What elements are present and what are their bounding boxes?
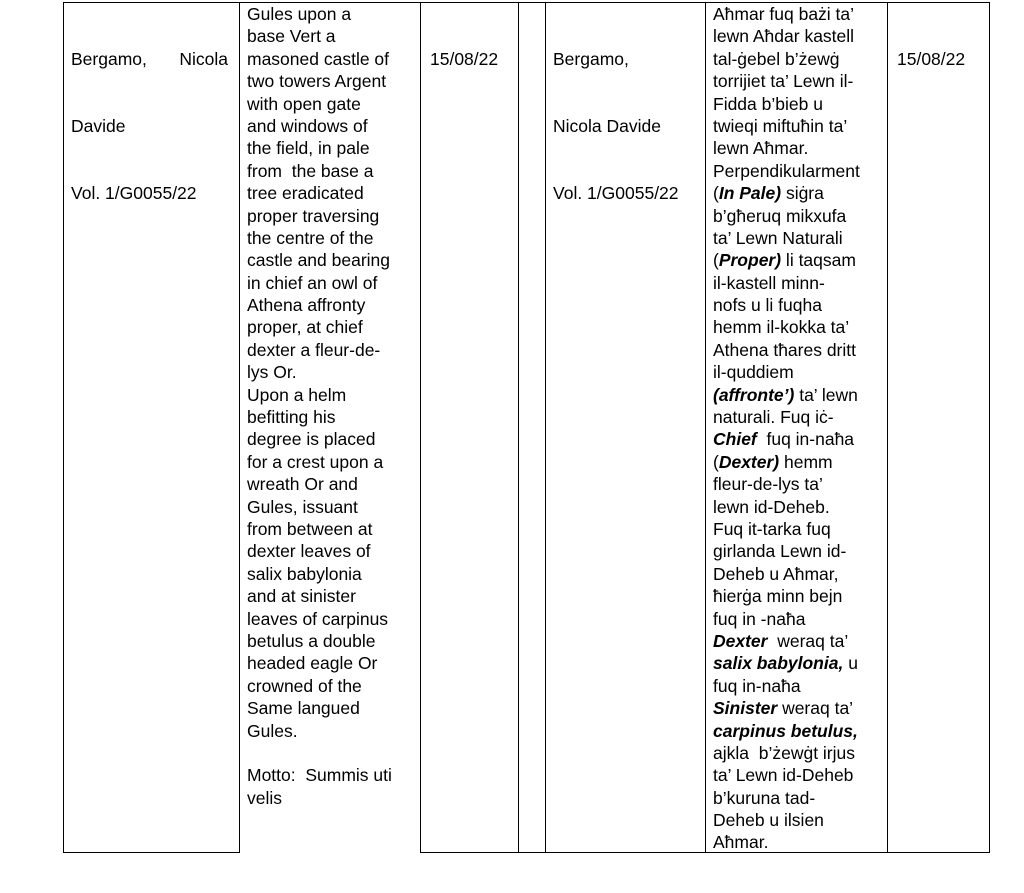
maltese-text: fuq in-naħa bbox=[713, 675, 801, 696]
maltese-text: Deheb u ilsien bbox=[713, 810, 824, 831]
english-blazon-line: crowned of the bbox=[247, 675, 362, 696]
maltese-term: Dexter) bbox=[718, 451, 780, 472]
english-blazon-line: lys Or. bbox=[247, 362, 297, 383]
english-blazon-line: tree eradicated bbox=[247, 183, 364, 204]
maltese-text: ta’ lewn bbox=[794, 384, 858, 405]
maltese-text: Athena tħares dritt bbox=[713, 339, 856, 360]
maltese-blazon-line bbox=[713, 406, 887, 428]
maltese-text: ajkla b’żewġt irjus bbox=[713, 742, 855, 763]
maltese-text: ħierġa minn bejn bbox=[713, 586, 843, 607]
english-blazon-line: for a crest upon a bbox=[247, 451, 384, 472]
maltese-text: hemm bbox=[779, 451, 833, 472]
maltese-blazon-line bbox=[713, 25, 887, 47]
maltese-text: il-quddiem bbox=[713, 362, 794, 383]
left-name-line1 bbox=[71, 48, 228, 70]
left-given-name: Nicola bbox=[179, 48, 228, 69]
maltese-blazon-line bbox=[713, 294, 887, 316]
maltese-blazon-line bbox=[713, 630, 887, 652]
right-reference: Vol. 1/G0055/22 bbox=[553, 183, 679, 204]
english-blazon-line: Gules upon a bbox=[247, 4, 352, 24]
english-blazon-cell bbox=[239, 2, 420, 809]
maltese-blazon-line bbox=[713, 451, 887, 473]
maltese-text: Fidda b’bieb u bbox=[713, 93, 823, 114]
english-blazon-line: in chief an owl of bbox=[247, 272, 378, 293]
english-blazon-line: Athena affronty bbox=[247, 295, 366, 316]
maltese-text: ta’ Lewn Naturali bbox=[713, 227, 843, 248]
maltese-blazon-line bbox=[713, 608, 887, 630]
english-blazon-line bbox=[247, 742, 420, 764]
english-blazon-line: leaves of carpinus bbox=[247, 608, 389, 629]
maltese-text: lewn Aħmar. bbox=[713, 138, 809, 159]
maltese-text: lewn Aħdar kastell bbox=[713, 26, 855, 47]
right-name-cell bbox=[545, 2, 705, 227]
maltese-text: ta’ Lewn id-Deheb bbox=[713, 765, 854, 786]
maltese-text: ( bbox=[713, 451, 719, 472]
english-blazon-line: from between at bbox=[247, 518, 373, 539]
left-date-cell bbox=[420, 2, 518, 93]
maltese-term: Dexter bbox=[713, 630, 768, 651]
maltese-blazon-line bbox=[713, 48, 887, 70]
empty-cell bbox=[518, 2, 545, 3]
maltese-blazon-line bbox=[713, 272, 887, 294]
maltese-blazon-line bbox=[713, 93, 887, 115]
maltese-term: carpinus betulus, bbox=[713, 720, 858, 741]
maltese-blazon-line bbox=[713, 249, 887, 271]
english-blazon-line: from the base a bbox=[247, 160, 374, 181]
english-blazon-line: and windows of bbox=[247, 115, 368, 136]
english-blazon-line: wreath Or and bbox=[247, 474, 358, 495]
table-vline bbox=[420, 2, 421, 853]
maltese-text: u bbox=[843, 653, 858, 674]
right-name-line1: Bergamo, bbox=[553, 48, 629, 69]
maltese-text: Aħmar. bbox=[713, 832, 769, 853]
english-blazon-line: with open gate bbox=[247, 93, 361, 114]
maltese-text: Aħmar fuq bażi ta’ bbox=[713, 4, 855, 24]
english-blazon-line: velis bbox=[247, 787, 283, 808]
maltese-blazon-line bbox=[713, 496, 887, 518]
maltese-term: salix babylonia, bbox=[713, 653, 844, 674]
maltese-blazon-line bbox=[713, 316, 887, 338]
english-blazon-line: two towers Argent bbox=[247, 71, 387, 92]
maltese-text: tal-ġebel b’żewġ bbox=[713, 48, 840, 69]
maltese-blazon-line bbox=[713, 742, 887, 764]
maltese-term: Chief bbox=[713, 429, 757, 450]
left-date: 15/08/22 bbox=[430, 48, 499, 69]
maltese-blazon-line bbox=[713, 182, 887, 204]
maltese-blazon-line bbox=[713, 563, 887, 585]
left-surname: Bergamo, bbox=[71, 48, 147, 69]
maltese-term: In Pale) bbox=[718, 183, 782, 204]
maltese-text: naturali. Fuq iċ- bbox=[713, 407, 834, 428]
english-blazon-line: headed eagle Or bbox=[247, 653, 378, 674]
maltese-blazon-line bbox=[713, 518, 887, 540]
left-name-line2: Davide bbox=[71, 116, 126, 137]
english-blazon-line: Upon a helm bbox=[247, 384, 347, 405]
maltese-text: weraq ta’ bbox=[767, 630, 849, 651]
maltese-text: Deheb u Aħmar, bbox=[713, 563, 839, 584]
english-blazon-line: befitting his bbox=[247, 407, 336, 428]
maltese-text: lewn id-Deheb. bbox=[713, 496, 830, 517]
maltese-blazon-line bbox=[713, 384, 887, 406]
maltese-blazon-line bbox=[713, 339, 887, 361]
maltese-blazon-line bbox=[713, 205, 887, 227]
maltese-text: ( bbox=[713, 250, 719, 271]
english-blazon-line: Same langued bbox=[247, 698, 360, 719]
english-blazon-line: castle and bearing bbox=[247, 250, 391, 271]
maltese-blazon-line bbox=[713, 652, 887, 674]
english-blazon-line: the centre of the bbox=[247, 227, 374, 248]
english-blazon-line: Gules, issuant bbox=[247, 496, 358, 517]
english-blazon-line: the field, in pale bbox=[247, 138, 370, 159]
english-blazon-line: and at sinister bbox=[247, 586, 356, 607]
maltese-blazon-line bbox=[713, 764, 887, 786]
maltese-text: ( bbox=[713, 183, 719, 204]
maltese-blazon-line bbox=[713, 361, 887, 383]
right-name-line2: Nicola Davide bbox=[553, 116, 661, 137]
maltese-blazon-line bbox=[713, 473, 887, 495]
maltese-text: b’kuruna tad- bbox=[713, 787, 816, 808]
maltese-text: siġra bbox=[781, 183, 824, 204]
maltese-text: Perpendikularment bbox=[713, 160, 860, 181]
english-blazon-line: proper traversing bbox=[247, 205, 380, 226]
maltese-text: il-kastell minn- bbox=[713, 272, 825, 293]
maltese-blazon-line bbox=[713, 115, 887, 137]
english-blazon-line: Gules. bbox=[247, 720, 298, 741]
english-blazon-line: base Vert a bbox=[247, 26, 336, 47]
maltese-text: nofs u li fuqha bbox=[713, 295, 822, 316]
maltese-text: torrijiet ta’ Lewn il- bbox=[713, 71, 854, 92]
maltese-text: Fuq it-tarka fuq bbox=[713, 518, 831, 539]
maltese-term: Proper) bbox=[718, 250, 782, 271]
maltese-text: fuq in-naħa bbox=[756, 429, 855, 450]
maltese-blazon-line bbox=[713, 160, 887, 182]
right-date-cell bbox=[887, 2, 989, 93]
maltese-text: hemm il-kokka ta’ bbox=[713, 317, 850, 338]
maltese-blazon-line bbox=[713, 831, 887, 853]
maltese-blazon-line bbox=[713, 428, 887, 450]
maltese-text: li taqsam bbox=[781, 250, 856, 271]
maltese-text: weraq ta’ bbox=[777, 698, 854, 719]
left-name-cell bbox=[63, 2, 239, 227]
maltese-term: Sinister bbox=[713, 698, 778, 719]
maltese-blazon-line bbox=[713, 137, 887, 159]
table-border-bottom-left bbox=[63, 852, 239, 853]
table-vline bbox=[887, 2, 888, 853]
maltese-blazon-cell bbox=[705, 2, 887, 854]
maltese-blazon-line bbox=[713, 675, 887, 697]
maltese-blazon-line bbox=[713, 697, 887, 719]
maltese-text: girlanda Lewn id- bbox=[713, 541, 847, 562]
maltese-term: (affronte’) bbox=[713, 384, 795, 405]
english-blazon-line: dexter a fleur-de- bbox=[247, 339, 381, 360]
maltese-blazon-line bbox=[713, 70, 887, 92]
maltese-blazon-line bbox=[713, 720, 887, 742]
english-blazon-line: Motto: Summis uti bbox=[247, 765, 392, 786]
maltese-text: twieqi miftuħin ta’ bbox=[713, 115, 848, 136]
maltese-blazon-line bbox=[713, 227, 887, 249]
maltese-blazon-line bbox=[713, 3, 887, 25]
english-blazon-line: dexter leaves of bbox=[247, 541, 371, 562]
maltese-blazon-line bbox=[713, 585, 887, 607]
maltese-blazon-line bbox=[713, 809, 887, 831]
table-vline bbox=[518, 2, 519, 853]
maltese-blazon-line bbox=[713, 540, 887, 562]
table-vline bbox=[989, 2, 990, 853]
right-date: 15/08/22 bbox=[897, 48, 966, 69]
maltese-blazon-line bbox=[713, 787, 887, 809]
english-blazon-line: salix babylonia bbox=[247, 563, 362, 584]
left-reference: Vol. 1/G0055/22 bbox=[71, 183, 197, 204]
english-blazon-line: masoned castle of bbox=[247, 48, 390, 69]
english-blazon-line: betulus a double bbox=[247, 630, 376, 651]
maltese-text: fuq in -naħa bbox=[713, 608, 806, 629]
maltese-text: b’għeruq mikxufa bbox=[713, 205, 847, 226]
english-blazon-line: degree is placed bbox=[247, 429, 376, 450]
maltese-text: fleur-de-lys ta’ bbox=[713, 474, 823, 495]
english-blazon-line: proper, at chief bbox=[247, 317, 363, 338]
